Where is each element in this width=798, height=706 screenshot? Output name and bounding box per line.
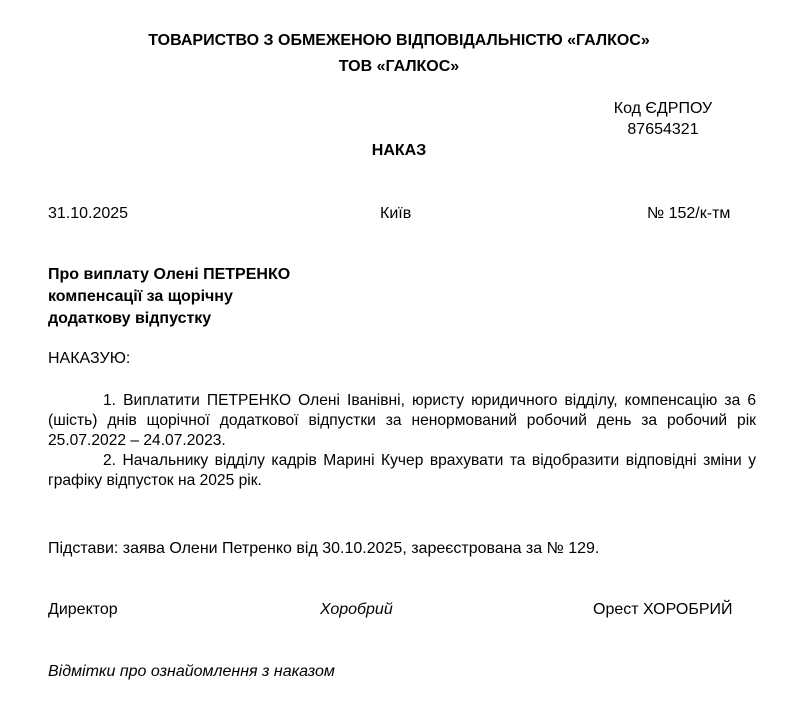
document-type-title: НАКАЗ xyxy=(371,142,427,159)
subject-line: Про виплату Олені ПЕТРЕНКО xyxy=(48,266,291,283)
order-directive-word: НАКАЗУЮ: xyxy=(48,350,131,367)
signatory-name: Орест ХОРОБРИЙ xyxy=(593,601,733,618)
subject-line: компенсації за щорічну xyxy=(48,288,233,305)
edrpou-value: 87654321 xyxy=(627,121,699,138)
order-number: № 152/к-тм xyxy=(647,205,731,222)
edrpou-code-block xyxy=(593,98,733,140)
company-short-name: ТОВ «ГАЛКОС» xyxy=(338,58,460,75)
order-basis: Підстави: заява Олени Петренко від 30.10.2025, зареєстрована за № 129. xyxy=(48,540,600,557)
order-items xyxy=(48,391,756,491)
order-subject xyxy=(48,264,290,330)
edrpou-label: Код ЄДРПОУ xyxy=(613,100,713,117)
subject-line: додаткову відпустку xyxy=(48,310,212,327)
order-city: Київ xyxy=(380,205,412,222)
signature-mark: Хоробрий xyxy=(320,601,393,618)
order-item: 2. Начальнику відділу кадрів Марині Кучер врахувати та відобразити відповідні зміни у графіку відпусток на 2025 рік. xyxy=(48,452,756,489)
order-item: 1. Виплатити ПЕТРЕНКО Олені Іванівні, юристу юридичного відділу, компенсацію за 6 (шість) днів щорічної додаткової відпустки за ненормований робочий день за робочий рік 25.07.2022 – 24.07.2023. xyxy=(48,392,756,449)
company-full-name: ТОВАРИСТВО З ОБМЕЖЕНОЮ ВІДПОВІДАЛЬНІСТЮ «ГАЛКОС» xyxy=(148,32,650,49)
order-date: 31.10.2025 xyxy=(48,205,129,222)
signatory-position: Директор xyxy=(48,601,118,618)
acknowledgment-note: Відмітки про ознайомлення з наказом xyxy=(48,663,335,680)
